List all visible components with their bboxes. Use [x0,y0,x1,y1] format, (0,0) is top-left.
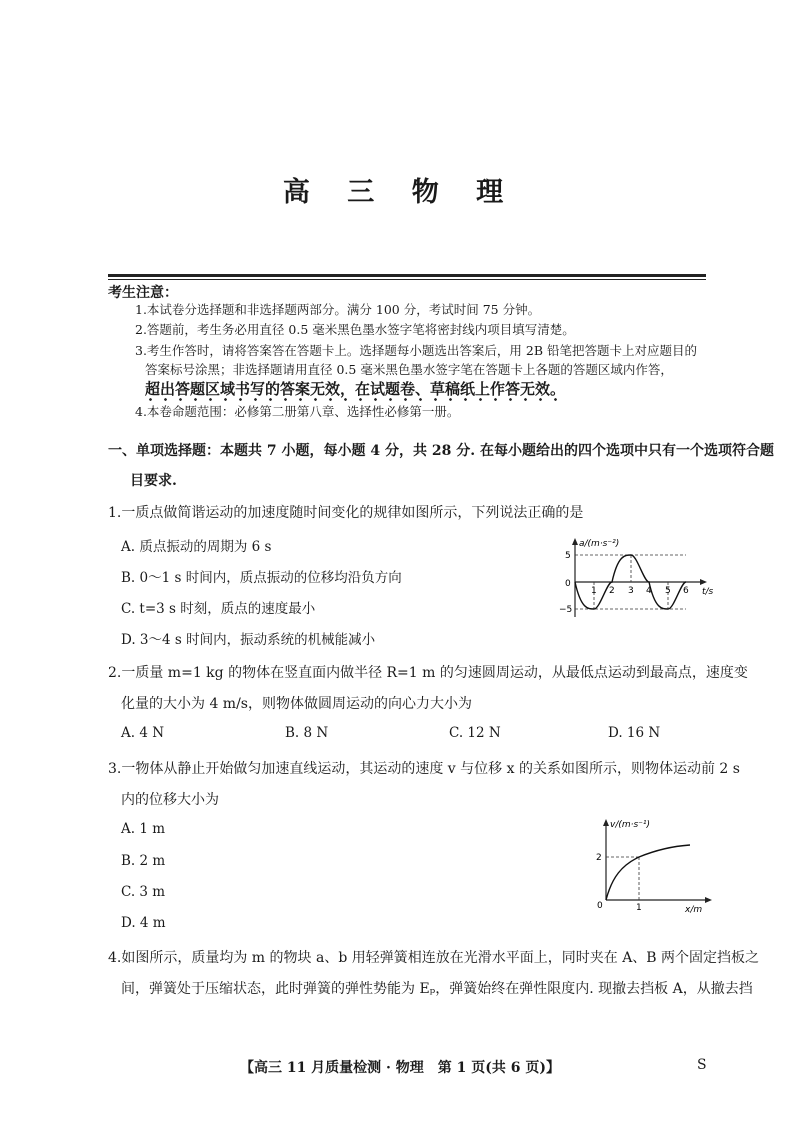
q1-origin-label: 0 [565,579,571,589]
q3-x-arrow [705,897,712,903]
q3-xlabel: x/m [685,905,703,915]
q3-curve [606,845,690,900]
q1-option-a: A. 质点振动的周期为 6 s [121,539,272,555]
notice-heading: 考生注意： [108,285,178,301]
emphasis-dots [143,398,563,401]
q1-x-arrow [700,579,707,585]
q1-tick-6: 6 [683,586,689,596]
section-heading-cont: 目要求. [130,473,177,489]
section-heading: 一、单项选择题：本题共 7 小题，每小题 4 分，共 28 分. 在每小题给出的四个选项中只有一个选项符合题 [108,443,774,459]
notice-item-4: 4.本卷命题范围：必修第二册第八章、选择性必修第一册。 [135,404,460,419]
q2-stem-line1: 2.一质量 m=1 kg 的物体在竖直面内做半径 R=1 m 的匀速圆周运动，从最低点运动到最高点，速度变 [108,665,748,681]
q4-stem-line1: 4.如图所示，质量均为 m 的物块 a、b 用轻弹簧相连放在光滑水平面上，同时夹在 A、B 两个固定挡板之 [108,950,760,966]
q1-y-neg-label: −5 [559,605,573,615]
page-title: 高 三 物 理 [282,177,518,208]
q3-stem-line1: 3.一物体从静止开始做匀加速直线运动，其运动的速度 v 与位移 x 的关系如图所示，则物体运动前 2 s [108,761,740,777]
q3-option-d: D. 4 m [121,915,166,931]
q3-y-tick: 2 [596,853,602,863]
q2-option-b: B. 8 N [285,725,329,741]
footer-letter: S [697,1057,707,1073]
q1-tick-1: 1 [591,586,597,596]
notice-item-3: 3.考生作答时，请将答案答在答题卡上。选择题每小题选出答案后，用 2B 铅笔把答题卡上对应题目的 [135,343,698,358]
q2-option-c: C. 12 N [449,725,501,741]
page-footer: 【高三 11 月质量检测 · 物理 第 1 页(共 6 页)】 [239,1060,561,1076]
q3-option-a: A. 1 m [121,821,166,837]
q1-y-pos-label: 5 [565,551,571,561]
q3-origin: 0 [597,901,603,911]
q3-velocity-displacement-graph [590,815,715,915]
q4-stem-line2: 间，弹簧处于压缩状态，此时弹簧的弹性势能为 Eₚ，弹簧始终在弹性限度内. 现撤去挡板 A，从撤去挡 [121,981,753,997]
q3-option-c: C. 3 m [121,884,166,900]
q3-ylabel: v/(m·s⁻¹) [610,820,651,830]
q1-ylabel: a/(m·s⁻²) [579,539,620,549]
q1-y-arrow [572,538,578,545]
q3-stem-line2: 内的位移大小为 [121,792,219,808]
q3-x-tick: 1 [636,903,642,913]
q1-option-b: B. 0～1 s 时间内，质点振动的位移均沿负方向 [121,570,402,586]
q1-tick-5: 5 [665,586,671,596]
q3-y-arrow [603,819,609,826]
q1-xlabel: t/s [702,587,714,597]
q2-option-a: A. 4 N [121,725,165,741]
notice-item-3-cont: 答案标号涂黑；非选择题请用直径 0.5 毫米黑色墨水签字笔在答题卡上各题的答题区域内作答， [145,362,673,377]
q1-option-c: C. t=3 s 时刻，质点的速度最小 [121,601,316,617]
q1-tick-4: 4 [646,586,652,596]
q1-acceleration-graph [555,535,715,625]
q3-option-b: B. 2 m [121,853,166,869]
q2-option-d: D. 16 N [608,725,661,741]
header-rule [108,274,706,277]
q1-tick-3: 3 [628,586,634,596]
notice-emphasis: 超出答题区域书写的答案无效，在试题卷、草稿纸上作答无效。 [145,380,566,398]
header-rule-thin [108,279,706,280]
q1-stem: 1.一质点做简谐运动的加速度随时间变化的规律如图所示，下列说法正确的是 [108,505,584,521]
q2-stem-line2: 化量的大小为 4 m/s，则物体做圆周运动的向心力大小为 [121,696,472,712]
notice-item-1: 1.本试卷分选择题和非选择题两部分。满分 100 分，考试时间 75 分钟。 [135,302,541,317]
q1-option-d: D. 3～4 s 时间内，振动系统的机械能减小 [121,632,376,648]
notice-item-2: 2.答题前，考生务必用直径 0.5 毫米黑色墨水签字笔将密封线内项目填写清楚。 [135,322,575,337]
q1-tick-2: 2 [609,586,615,596]
